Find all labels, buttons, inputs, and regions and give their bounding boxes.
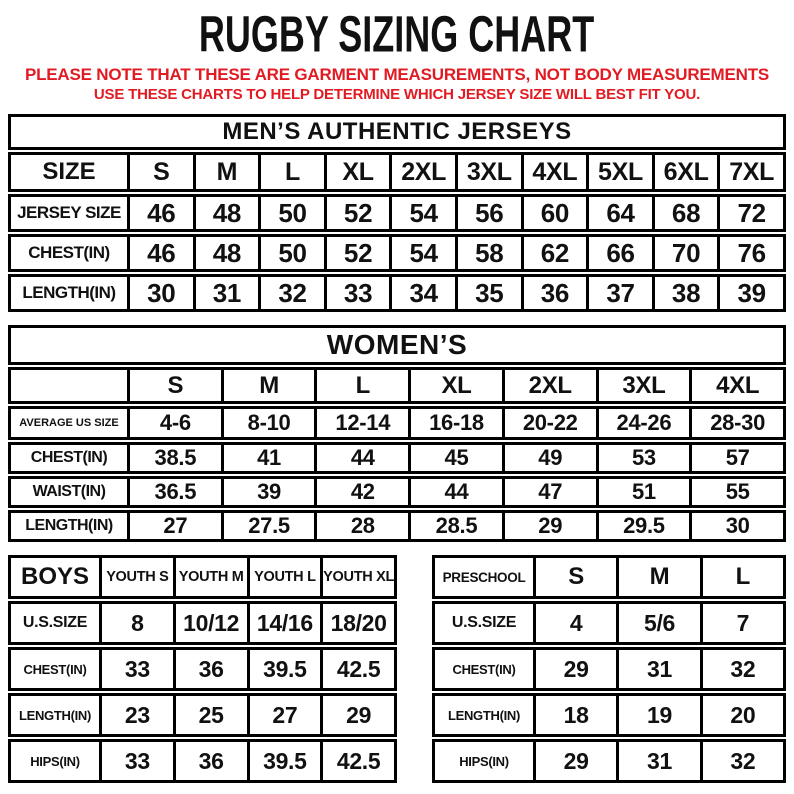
mens-cell: 72 bbox=[717, 197, 783, 229]
mens-cell: 62 bbox=[521, 237, 587, 269]
boys-cell: YOUTH S bbox=[99, 558, 173, 596]
mens-cell: 34 bbox=[389, 277, 455, 309]
boys-row-label: U.S.SIZE bbox=[22, 614, 88, 631]
womens-table-grid bbox=[8, 367, 786, 542]
boys-cell: 18/20 bbox=[320, 604, 394, 642]
mens-cell: 39 bbox=[717, 277, 783, 309]
womens-cell: L bbox=[314, 370, 408, 401]
preschool-cell: 5/6 bbox=[616, 604, 699, 642]
mens-cell: S bbox=[127, 155, 193, 189]
boys-cell: YOUTH XL bbox=[320, 558, 394, 596]
womens-cell: 4-6 bbox=[127, 409, 221, 437]
preschool-row bbox=[432, 693, 786, 737]
mens-row bbox=[8, 152, 786, 192]
womens-table bbox=[8, 325, 786, 542]
boys-row bbox=[8, 555, 397, 599]
womens-row bbox=[8, 367, 786, 404]
womens-cell: 51 bbox=[596, 479, 690, 505]
mens-cell: 68 bbox=[652, 197, 718, 229]
womens-row-label: WAIST(IN) bbox=[32, 483, 106, 500]
boys-row-label: CHEST(IN) bbox=[23, 661, 87, 677]
mens-cell: 36 bbox=[521, 277, 587, 309]
boys-row bbox=[8, 739, 397, 783]
preschool-row bbox=[432, 601, 786, 645]
mens-cell: 35 bbox=[455, 277, 521, 309]
preschool-cell: 31 bbox=[616, 742, 699, 780]
mens-cell: 54 bbox=[389, 197, 455, 229]
boys-cell: 42.5 bbox=[320, 742, 394, 780]
mens-cell: 48 bbox=[193, 197, 259, 229]
mens-cell: 38 bbox=[652, 277, 718, 309]
preschool-cell: 7 bbox=[700, 604, 783, 642]
boys-cell: 25 bbox=[173, 696, 247, 734]
womens-cell: 4XL bbox=[689, 370, 783, 401]
mens-row bbox=[8, 274, 786, 312]
preschool-cell: 29 bbox=[533, 742, 616, 780]
preschool-row bbox=[432, 647, 786, 691]
womens-row-label: LENGTH(IN) bbox=[25, 517, 113, 534]
mens-cell: 66 bbox=[586, 237, 652, 269]
boys-row bbox=[8, 601, 397, 645]
boys-cell: 36 bbox=[173, 650, 247, 688]
womens-row-label: AVERAGE US SIZE bbox=[19, 417, 119, 429]
boys-cell: 29 bbox=[320, 696, 394, 734]
boys-row-label: HIPS(IN) bbox=[30, 753, 80, 769]
womens-cell: 28-30 bbox=[689, 409, 783, 437]
womens-cell: 29 bbox=[502, 513, 596, 539]
preschool-cell: 32 bbox=[700, 650, 783, 688]
mens-row bbox=[8, 234, 786, 272]
boys-cell: YOUTH M bbox=[173, 558, 247, 596]
womens-cell: 44 bbox=[408, 479, 502, 505]
preschool-cell: L bbox=[700, 558, 783, 596]
preschool-cell: 32 bbox=[700, 742, 783, 780]
womens-cell: 16-18 bbox=[408, 409, 502, 437]
mens-cell: 32 bbox=[258, 277, 324, 309]
preschool-row bbox=[432, 739, 786, 783]
womens-row bbox=[8, 510, 786, 542]
womens-cell: 44 bbox=[314, 445, 408, 471]
preschool-row-label: U.S.SIZE bbox=[451, 614, 517, 631]
womens-cell: 49 bbox=[502, 445, 596, 471]
preschool-row-label: HIPS(IN) bbox=[459, 753, 509, 769]
preschool-row-label: PRESCHOOL bbox=[442, 569, 526, 585]
preschool-cell: S bbox=[533, 558, 616, 596]
preschool-cell: 19 bbox=[616, 696, 699, 734]
boys-cell: 8 bbox=[99, 604, 173, 642]
womens-cell: 45 bbox=[408, 445, 502, 471]
womens-row bbox=[8, 476, 786, 508]
mens-cell: 56 bbox=[455, 197, 521, 229]
mens-cell: L bbox=[258, 155, 324, 189]
womens-cell: 36.5 bbox=[127, 479, 221, 505]
womens-cell: 39 bbox=[221, 479, 315, 505]
womens-cell: 27 bbox=[127, 513, 221, 539]
preschool-cell: 20 bbox=[700, 696, 783, 734]
womens-cell: 2XL bbox=[502, 370, 596, 401]
womens-cell: 27.5 bbox=[221, 513, 315, 539]
boys-table bbox=[8, 555, 397, 783]
mens-cell: 46 bbox=[127, 197, 193, 229]
boys-cell: 14/16 bbox=[247, 604, 321, 642]
mens-cell: 76 bbox=[717, 237, 783, 269]
mens-cell: XL bbox=[324, 155, 390, 189]
preschool-cell: 18 bbox=[533, 696, 616, 734]
womens-cell: 12-14 bbox=[314, 409, 408, 437]
mens-cell: 6XL bbox=[652, 155, 718, 189]
womens-cell: S bbox=[127, 370, 221, 401]
mens-cell: 58 bbox=[455, 237, 521, 269]
bottom-tables-row bbox=[8, 555, 786, 783]
womens-cell: 30 bbox=[689, 513, 783, 539]
mens-cell: 52 bbox=[324, 197, 390, 229]
womens-cell: 28 bbox=[314, 513, 408, 539]
mens-cell: 7XL bbox=[717, 155, 783, 189]
mens-cell: 3XL bbox=[455, 155, 521, 189]
garment-note bbox=[8, 64, 786, 105]
womens-cell: 29.5 bbox=[596, 513, 690, 539]
mens-cell: 54 bbox=[389, 237, 455, 269]
mens-cell: 5XL bbox=[586, 155, 652, 189]
womens-cell: 3XL bbox=[596, 370, 690, 401]
womens-cell: 41 bbox=[221, 445, 315, 471]
womens-row-label bbox=[11, 370, 127, 401]
boys-cell: 36 bbox=[173, 742, 247, 780]
preschool-cell: 4 bbox=[533, 604, 616, 642]
boys-row bbox=[8, 647, 397, 691]
mens-cell: 46 bbox=[127, 237, 193, 269]
mens-table-grid bbox=[8, 152, 786, 312]
womens-cell: 8-10 bbox=[221, 409, 315, 437]
preschool-table-grid bbox=[432, 555, 786, 783]
mens-cell: 52 bbox=[324, 237, 390, 269]
mens-cell: 31 bbox=[193, 277, 259, 309]
preschool-cell: 29 bbox=[533, 650, 616, 688]
womens-cell: 55 bbox=[689, 479, 783, 505]
mens-cell: M bbox=[193, 155, 259, 189]
boys-cell: 27 bbox=[247, 696, 321, 734]
preschool-row bbox=[432, 555, 786, 599]
womens-cell: 57 bbox=[689, 445, 783, 471]
mens-cell: 50 bbox=[258, 237, 324, 269]
womens-row-label: CHEST(IN) bbox=[30, 449, 108, 466]
womens-cell: 20-22 bbox=[502, 409, 596, 437]
mens-cell: 30 bbox=[127, 277, 193, 309]
boys-cell: 42.5 bbox=[320, 650, 394, 688]
mens-cell: 37 bbox=[586, 277, 652, 309]
preschool-row-label: CHEST(IN) bbox=[452, 661, 516, 677]
womens-cell: 47 bbox=[502, 479, 596, 505]
boys-table-grid bbox=[8, 555, 397, 783]
mens-row-label: LENGTH(IN) bbox=[22, 283, 116, 302]
mens-row-label: SIZE bbox=[42, 158, 96, 185]
mens-cell: 48 bbox=[193, 237, 259, 269]
womens-cell: M bbox=[221, 370, 315, 401]
mens-cell: 50 bbox=[258, 197, 324, 229]
note-line-2: USE THESE CHARTS TO HELP DETERMINE WHICH JERSEY SIZE WILL BEST FIT YOU. bbox=[93, 86, 701, 103]
boys-cell: 23 bbox=[99, 696, 173, 734]
boys-row bbox=[8, 693, 397, 737]
womens-cell: XL bbox=[408, 370, 502, 401]
womens-cell: 28.5 bbox=[408, 513, 502, 539]
womens-row bbox=[8, 406, 786, 440]
mens-cell: 70 bbox=[652, 237, 718, 269]
note-line-1: PLEASE NOTE THAT THESE ARE GARMENT MEASUREMENTS, NOT BODY MEASUREMENTS bbox=[24, 65, 770, 84]
mens-cell: 64 bbox=[586, 197, 652, 229]
womens-cell: 24-26 bbox=[596, 409, 690, 437]
preschool-table bbox=[432, 555, 786, 783]
womens-row bbox=[8, 442, 786, 474]
mens-cell: 33 bbox=[324, 277, 390, 309]
preschool-cell: 31 bbox=[616, 650, 699, 688]
mens-cell: 2XL bbox=[389, 155, 455, 189]
page-title bbox=[8, 5, 786, 63]
preschool-row-label: LENGTH(IN) bbox=[447, 707, 521, 723]
womens-table-title: WOMEN’S bbox=[8, 325, 786, 365]
boys-cell: 39.5 bbox=[247, 650, 321, 688]
mens-table-title: MEN’S AUTHENTIC JERSEYS bbox=[8, 114, 786, 150]
womens-cell: 42 bbox=[314, 479, 408, 505]
mens-row bbox=[8, 194, 786, 232]
boys-cell: 39.5 bbox=[247, 742, 321, 780]
boys-cell: 10/12 bbox=[173, 604, 247, 642]
mens-row-label: CHEST(IN) bbox=[28, 243, 110, 262]
page-title-text: RUGBY SIZING CHART bbox=[199, 5, 595, 63]
mens-cell: 60 bbox=[521, 197, 587, 229]
boys-cell: 33 bbox=[99, 650, 173, 688]
mens-cell: 4XL bbox=[521, 155, 587, 189]
womens-cell: 53 bbox=[596, 445, 690, 471]
mens-authentic-jerseys-table bbox=[8, 114, 786, 312]
mens-row-label: JERSEY SIZE bbox=[17, 203, 121, 222]
boys-cell: YOUTH L bbox=[247, 558, 321, 596]
boys-row-label: LENGTH(IN) bbox=[18, 707, 92, 723]
boys-row-label: BOYS bbox=[20, 563, 89, 590]
preschool-cell: M bbox=[616, 558, 699, 596]
boys-cell: 33 bbox=[99, 742, 173, 780]
womens-cell: 38.5 bbox=[127, 445, 221, 471]
